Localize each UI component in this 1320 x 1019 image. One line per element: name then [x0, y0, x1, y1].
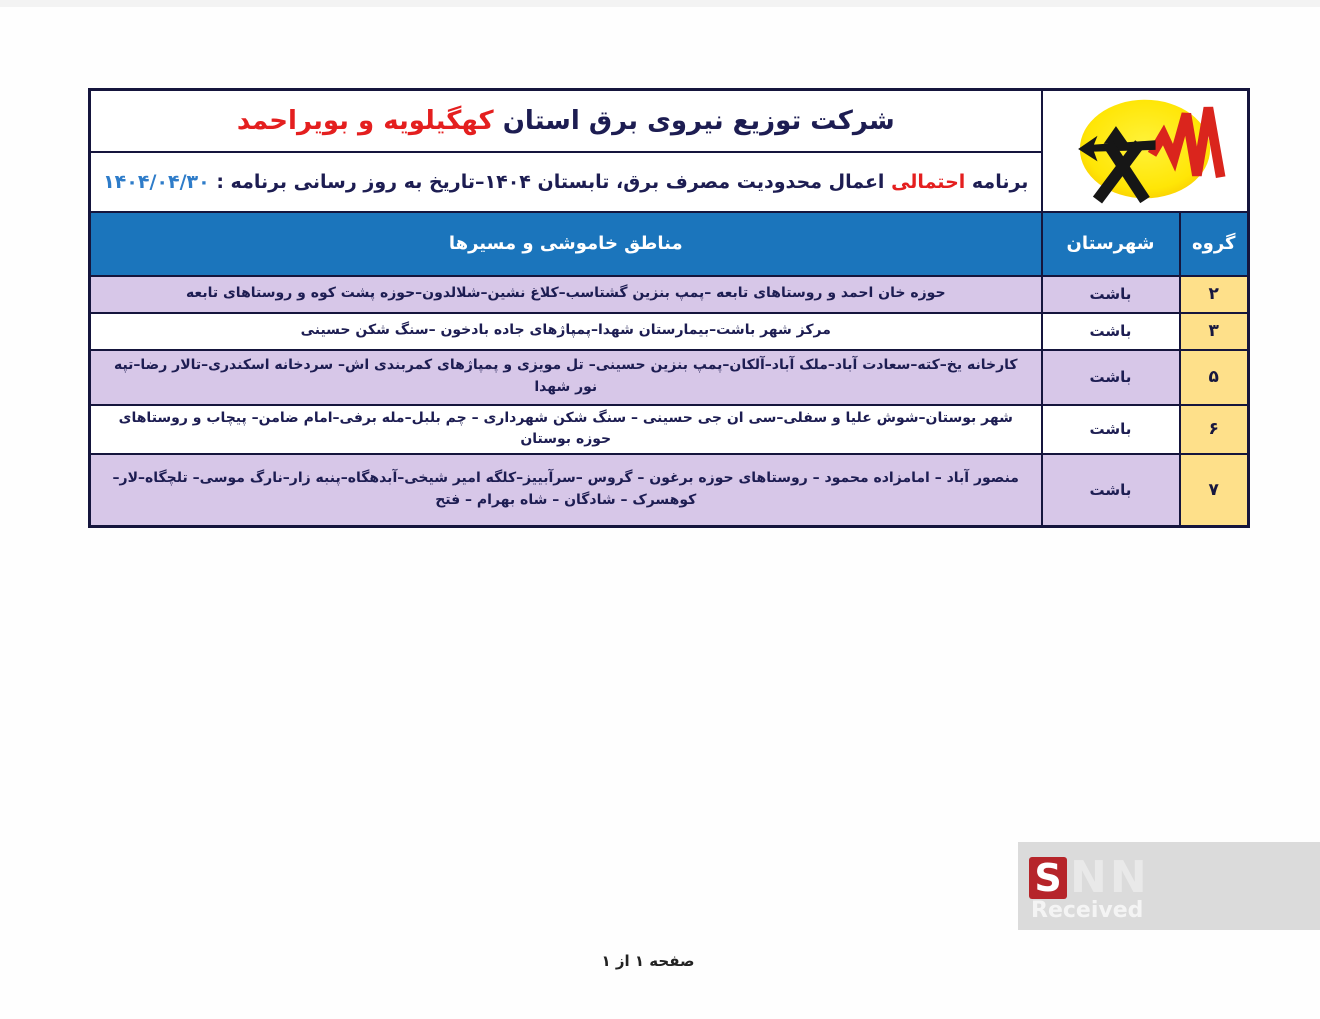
subtitle-update-date: ۱۴۰۴/۰۴/۳۰	[103, 170, 210, 193]
column-header-group: گروه	[1180, 212, 1249, 276]
subtitle-part2: اعمال محدودیت مصرف برق، تابستان ۱۴۰۴–تاریخ به روز رسانی برنامه :	[216, 170, 885, 193]
table-row	[90, 454, 1249, 527]
group-number: ۷	[1180, 454, 1249, 527]
county-name: باشت	[1042, 454, 1180, 527]
subtitle-part1: برنامه	[971, 170, 1029, 193]
group-number: ۲	[1180, 276, 1249, 313]
outage-areas: مرکز شهر باشت–بیمارستان شهدا–پمپاژهای جاده بادخون –سنگ شکن حسینی	[90, 313, 1042, 350]
outage-areas: حوزه خان احمد و روستاهای تابعه –پمپ بنزین گشتاسب–کلاغ نشین–شلالدون–حوزه پشت کوه و روستاهای تابعه	[90, 276, 1042, 313]
document-subtitle	[90, 152, 1042, 212]
power-company-logo-icon	[1057, 92, 1233, 206]
table-row	[90, 405, 1249, 454]
title-row	[90, 90, 1249, 152]
document-title	[90, 90, 1042, 152]
subtitle-highlight: احتمالی	[891, 170, 966, 193]
group-number: ۳	[1180, 313, 1249, 350]
logo-cell	[1042, 90, 1249, 212]
outage-areas: منصور آباد – امامزاده محمود – روستاهای حوزه برغون – گروس –سرآبییز–کلگه امیر شیخی–آبدهگاه–پنبه زار–نارگ موسی– تلچگاه–لار–کوهسرک – شادگان – شاه بهرام – فتح	[90, 454, 1042, 527]
county-name: باشت	[1042, 405, 1180, 454]
county-name: باشت	[1042, 350, 1180, 405]
outage-areas: کارخانه یخ–کته–سعادت آباد–ملک آباد–آلکان–پمپ بنزین حسینی– تل مویزی و پمپاژهای کمربندی اش– سردخانه اسکندری–تالار رضا–تپه نور شهدا	[90, 350, 1042, 405]
county-name: باشت	[1042, 313, 1180, 350]
outage-schedule-table	[88, 88, 1250, 528]
snn-watermark	[1018, 842, 1320, 930]
top-edge-strip	[0, 0, 1320, 7]
snn-logo-nn: NN	[1070, 852, 1150, 903]
column-header-areas: مناطق خاموشی و مسیرها	[90, 212, 1042, 276]
group-number: ۶	[1180, 405, 1249, 454]
column-header-county: شهرستان	[1042, 212, 1180, 276]
table-row	[90, 313, 1249, 350]
watermark-received-label: Received	[1031, 898, 1144, 923]
table-row	[90, 350, 1249, 405]
county-name: باشت	[1042, 276, 1180, 313]
page-number: صفحه ۱ از ۱	[601, 952, 695, 970]
title-prefix: شرکت توزیع نیروی برق استان	[502, 105, 895, 136]
table-row	[90, 276, 1249, 313]
title-province-name: کهگیلویه و بویراحمد	[236, 105, 494, 136]
group-number: ۵	[1180, 350, 1249, 405]
outage-areas: شهر بوستان–شوش علیا و سفلی–سی ان جی حسینی – سنگ شکن شهرداری – چم بلبل–مله برفی–امام ضامن– پیچاب و روستاهای حوزه بوستان	[90, 405, 1042, 454]
snn-logo-s-icon: S	[1029, 857, 1067, 899]
table-header-row	[90, 212, 1249, 276]
